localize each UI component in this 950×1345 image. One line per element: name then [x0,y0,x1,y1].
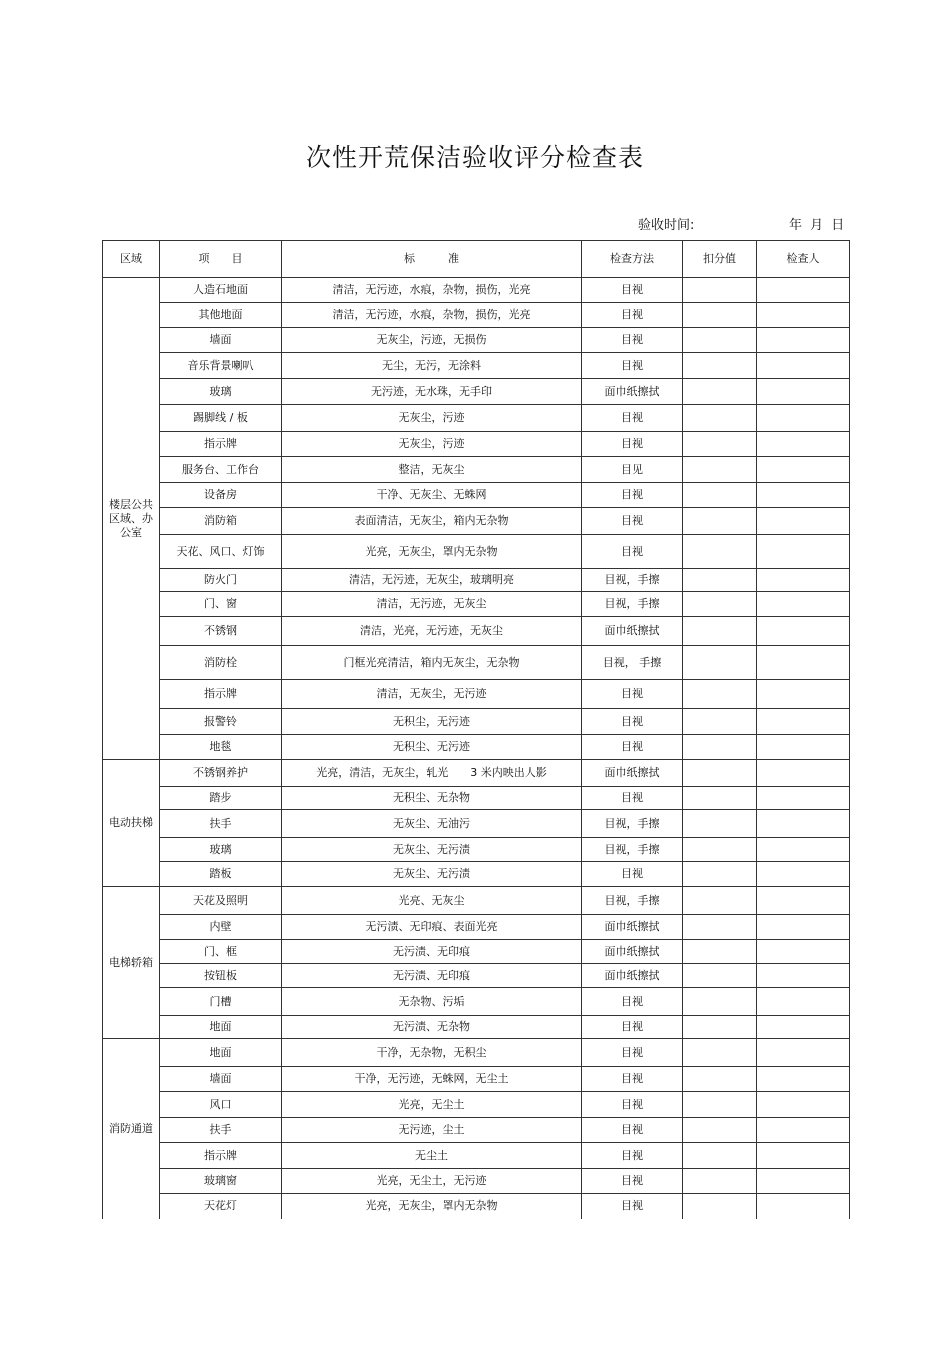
standard-cell: 光亮，清洁，无灰尘，轧光 3 米内映出人影 [282,760,582,787]
inspector-cell[interactable] [757,964,850,988]
standard-cell: 光亮，无尘土，无污迹 [282,1169,582,1194]
method-cell: 目视 [582,988,683,1016]
item-cell: 门槽 [160,988,282,1016]
header-standard: 标 准 [282,241,582,278]
table-row [103,1016,850,1039]
deduction-cell[interactable] [683,810,757,838]
method-cell: 面巾纸擦拭 [582,964,683,988]
deduction-cell[interactable] [683,680,757,709]
deduction-cell[interactable] [683,887,757,915]
method-cell: 目视 [582,535,683,569]
item-cell: 报警铃 [160,709,282,735]
item-cell: 防火门 [160,569,282,592]
method-cell: 目视 [582,432,683,457]
item-cell: 扶手 [160,1118,282,1143]
table-row [103,735,850,760]
inspector-cell[interactable] [757,680,850,709]
inspector-cell[interactable] [757,940,850,964]
inspector-cell[interactable] [757,810,850,838]
method-cell: 目视 [582,680,683,709]
item-cell: 玻璃 [160,838,282,862]
item-cell: 墙面 [160,1067,282,1092]
table-row [103,810,850,838]
item-cell: 服务台、工作台 [160,457,282,483]
standard-cell: 整洁，无灰尘 [282,457,582,483]
table-row [103,379,850,405]
item-cell: 天花及照明 [160,887,282,915]
inspector-cell[interactable] [757,353,850,379]
standard-cell: 无灰尘、无污渍 [282,862,582,887]
inspector-cell[interactable] [757,1143,850,1169]
standard-cell: 无灰尘，污迹 [282,405,582,432]
deduction-cell[interactable] [683,862,757,887]
item-cell: 门、窗 [160,592,282,617]
standard-cell: 无灰尘，污迹，无损伤 [282,328,582,353]
standard-cell: 光亮，无灰尘，罩内无杂物 [282,535,582,569]
item-cell: 消防栓 [160,646,282,680]
item-cell: 踢脚线 / 板 [160,405,282,432]
method-cell: 目视 [582,862,683,887]
deduction-cell[interactable] [683,1169,757,1194]
deduction-cell[interactable] [683,457,757,483]
standard-cell: 清洁，无污迹，无灰尘，玻璃明亮 [282,569,582,592]
inspector-cell[interactable] [757,709,850,735]
inspector-cell[interactable] [757,569,850,592]
standard-cell: 无杂物、污垢 [282,988,582,1016]
deduction-cell[interactable] [683,1194,757,1219]
table-row [103,1118,850,1143]
standard-cell: 无积尘，无污迹 [282,709,582,735]
standard-cell: 门框光亮清洁，箱内无灰尘，无杂物 [282,646,582,680]
method-cell: 目视 [582,483,683,508]
method-cell: 目视，手擦 [582,887,683,915]
region-cell: 楼层公共区域、办公室 [103,278,160,760]
standard-cell: 无灰尘，污迹 [282,432,582,457]
inspector-cell[interactable] [757,1067,850,1092]
deduction-cell[interactable] [683,964,757,988]
standard-cell: 清洁，光亮，无污迹，无灰尘 [282,617,582,646]
date-label: 年 月 日 [789,218,845,233]
standard-cell: 无污迹，无水珠，无手印 [282,379,582,405]
inspector-cell[interactable] [757,457,850,483]
deduction-cell[interactable] [683,303,757,328]
deduction-cell[interactable] [683,328,757,353]
standard-cell: 表面清洁，无灰尘，箱内无杂物 [282,508,582,535]
inspector-cell[interactable] [757,617,850,646]
standard-cell: 光亮、无灰尘 [282,887,582,915]
item-cell: 地面 [160,1016,282,1039]
item-cell: 踏步 [160,787,282,810]
inspector-cell[interactable] [757,1169,850,1194]
table-row [103,457,850,483]
header-deduction: 扣分值 [683,241,757,278]
table-row [103,303,850,328]
deduction-cell[interactable] [683,569,757,592]
method-cell: 目视 [582,278,683,303]
deduction-cell[interactable] [683,760,757,787]
table-row [103,328,850,353]
inspector-cell[interactable] [757,838,850,862]
table-row [103,862,850,887]
deduction-cell[interactable] [683,405,757,432]
inspector-cell[interactable] [757,278,850,303]
inspector-cell[interactable] [757,592,850,617]
standard-cell: 无污渍、无杂物 [282,1016,582,1039]
item-cell: 音乐背景喇叭 [160,353,282,379]
table-row [103,432,850,457]
method-cell: 目视，手擦 [582,592,683,617]
table-row [103,483,850,508]
table-row [103,709,850,735]
method-cell: 面巾纸擦拭 [582,760,683,787]
method-cell: 目视，手擦 [582,569,683,592]
standard-cell: 清洁，无灰尘，无污迹 [282,680,582,709]
deduction-cell[interactable] [683,432,757,457]
table-row [103,569,850,592]
inspector-cell[interactable] [757,483,850,508]
item-cell: 踏板 [160,862,282,887]
inspector-cell[interactable] [757,787,850,810]
header-region: 区域 [103,241,160,278]
inspector-cell[interactable] [757,1092,850,1118]
table-row [103,1194,850,1219]
method-cell: 目视， 手擦 [582,646,683,680]
deduction-cell[interactable] [683,646,757,680]
header-method: 检查方法 [582,241,683,278]
table-row [103,1169,850,1194]
standard-cell: 光亮，无灰尘，罩内无杂物 [282,1194,582,1219]
inspector-cell[interactable] [757,735,850,760]
item-cell: 墙面 [160,328,282,353]
item-cell: 门、框 [160,940,282,964]
table-row [103,988,850,1016]
item-cell: 消防箱 [160,508,282,535]
table-row [103,787,850,810]
table-row [103,680,850,709]
inspector-cell[interactable] [757,760,850,787]
inspector-cell[interactable] [757,1118,850,1143]
item-cell: 玻璃 [160,379,282,405]
deduction-cell[interactable] [683,838,757,862]
inspection-time-label: 验收时间: [638,218,695,233]
item-cell: 扶手 [160,810,282,838]
item-cell: 指示牌 [160,1143,282,1169]
item-cell: 地面 [160,1039,282,1067]
item-cell: 风口 [160,1092,282,1118]
item-cell: 指示牌 [160,432,282,457]
method-cell: 面巾纸擦拭 [582,379,683,405]
item-cell: 玻璃窗 [160,1169,282,1194]
method-cell: 目视 [582,353,683,379]
document-title: 次性开荒保洁验收评分检查表 [305,143,644,172]
table-row [103,887,850,915]
standard-cell: 干净，无杂物，无积尘 [282,1039,582,1067]
table-row [103,617,850,646]
standard-cell: 清洁，无污迹，无灰尘 [282,592,582,617]
standard-cell: 清洁，无污迹，水痕，杂物，损伤，光亮 [282,303,582,328]
standard-cell: 无尘，无污，无涂料 [282,353,582,379]
inspector-cell[interactable] [757,646,850,680]
standard-cell: 无污渍、无印痕、表面光亮 [282,915,582,940]
region-cell: 电动扶梯 [103,760,160,887]
method-cell: 目视 [582,328,683,353]
method-cell: 目视 [582,1194,683,1219]
method-cell: 目视 [582,735,683,760]
method-cell: 面巾纸擦拭 [582,940,683,964]
deduction-cell[interactable] [683,709,757,735]
inspector-cell[interactable] [757,1194,850,1219]
standard-cell: 干净、无灰尘、无蛛网 [282,483,582,508]
method-cell: 目视 [582,787,683,810]
table-row [103,278,850,303]
inspector-cell[interactable] [757,988,850,1016]
table-row [103,1143,850,1169]
deduction-cell[interactable] [683,787,757,810]
method-cell: 目视 [582,1039,683,1067]
item-cell: 设备房 [160,483,282,508]
inspector-cell[interactable] [757,432,850,457]
deduction-cell[interactable] [683,535,757,569]
item-cell: 不锈钢 [160,617,282,646]
deduction-cell[interactable] [683,1016,757,1039]
item-cell: 天花、风口、灯饰 [160,535,282,569]
method-cell: 目视 [582,1169,683,1194]
header-item: 项 目 [160,241,282,278]
inspector-cell[interactable] [757,1016,850,1039]
deduction-cell[interactable] [683,278,757,303]
inspector-cell[interactable] [757,535,850,569]
item-cell: 不锈钢养护 [160,760,282,787]
standard-cell: 无积尘、无污迹 [282,735,582,760]
method-cell: 目视 [582,405,683,432]
deduction-cell[interactable] [683,1118,757,1143]
table-row [103,592,850,617]
item-cell: 天花灯 [160,1194,282,1219]
method-cell: 目视，手擦 [582,838,683,862]
inspection-table-body [103,241,850,1219]
table-row [103,535,850,569]
deduction-cell[interactable] [683,617,757,646]
inspector-cell[interactable] [757,405,850,432]
method-cell: 目视 [582,1143,683,1169]
table-row [103,353,850,379]
table-row [103,1039,850,1067]
method-cell: 目视 [582,1016,683,1039]
method-cell: 面巾纸擦拭 [582,617,683,646]
method-cell: 面巾纸擦拭 [582,915,683,940]
standard-cell: 无尘土 [282,1143,582,1169]
table-header-row [103,241,850,278]
region-cell: 消防通道 [103,1039,160,1219]
standard-cell: 无污渍、无印痕 [282,940,582,964]
inspector-cell[interactable] [757,508,850,535]
item-cell: 其他地面 [160,303,282,328]
method-cell: 目视 [582,709,683,735]
deduction-cell[interactable] [683,1039,757,1067]
standard-cell: 无污渍、无印痕 [282,964,582,988]
method-cell: 目视，手擦 [582,810,683,838]
inspector-cell[interactable] [757,303,850,328]
inspector-cell[interactable] [757,887,850,915]
table-row [103,646,850,680]
deduction-cell[interactable] [683,915,757,940]
inspector-cell[interactable] [757,862,850,887]
standard-cell: 无灰尘、无油污 [282,810,582,838]
deduction-cell[interactable] [683,508,757,535]
header-inspector: 检查人 [757,241,850,278]
method-cell: 目见 [582,457,683,483]
method-cell: 目视 [582,1118,683,1143]
table-row [103,915,850,940]
deduction-cell[interactable] [683,1143,757,1169]
inspector-cell[interactable] [757,328,850,353]
method-cell: 目视 [582,303,683,328]
standard-cell: 清洁，无污迹，水痕，杂物，损伤，光亮 [282,278,582,303]
deduction-cell[interactable] [683,940,757,964]
inspector-cell[interactable] [757,1039,850,1067]
method-cell: 目视 [582,1092,683,1118]
standard-cell: 干净，无污迹，无蛛网，无尘土 [282,1067,582,1092]
deduction-cell[interactable] [683,1092,757,1118]
table-row [103,508,850,535]
deduction-cell[interactable] [683,592,757,617]
deduction-cell[interactable] [683,353,757,379]
item-cell: 内壁 [160,915,282,940]
standard-cell: 无污迹，尘土 [282,1118,582,1143]
deduction-cell[interactable] [683,735,757,760]
deduction-cell[interactable] [683,988,757,1016]
table-row [103,760,850,787]
deduction-cell[interactable] [683,483,757,508]
method-cell: 目视 [582,508,683,535]
table-row [103,940,850,964]
method-cell: 目视 [582,1067,683,1092]
standard-cell: 无灰尘、无污渍 [282,838,582,862]
table-row [103,964,850,988]
item-cell: 指示牌 [160,680,282,709]
table-row [103,838,850,862]
standard-cell: 光亮，无尘土 [282,1092,582,1118]
deduction-cell[interactable] [683,1067,757,1092]
inspector-cell[interactable] [757,379,850,405]
table-row [103,405,850,432]
inspection-table [102,240,850,1219]
item-cell: 按钮板 [160,964,282,988]
table-row [103,1092,850,1118]
item-cell: 地毯 [160,735,282,760]
standard-cell: 无积尘、无杂物 [282,787,582,810]
item-cell: 人造石地面 [160,278,282,303]
deduction-cell[interactable] [683,379,757,405]
inspector-cell[interactable] [757,915,850,940]
region-cell: 电梯轿箱 [103,887,160,1039]
table-row [103,1067,850,1092]
